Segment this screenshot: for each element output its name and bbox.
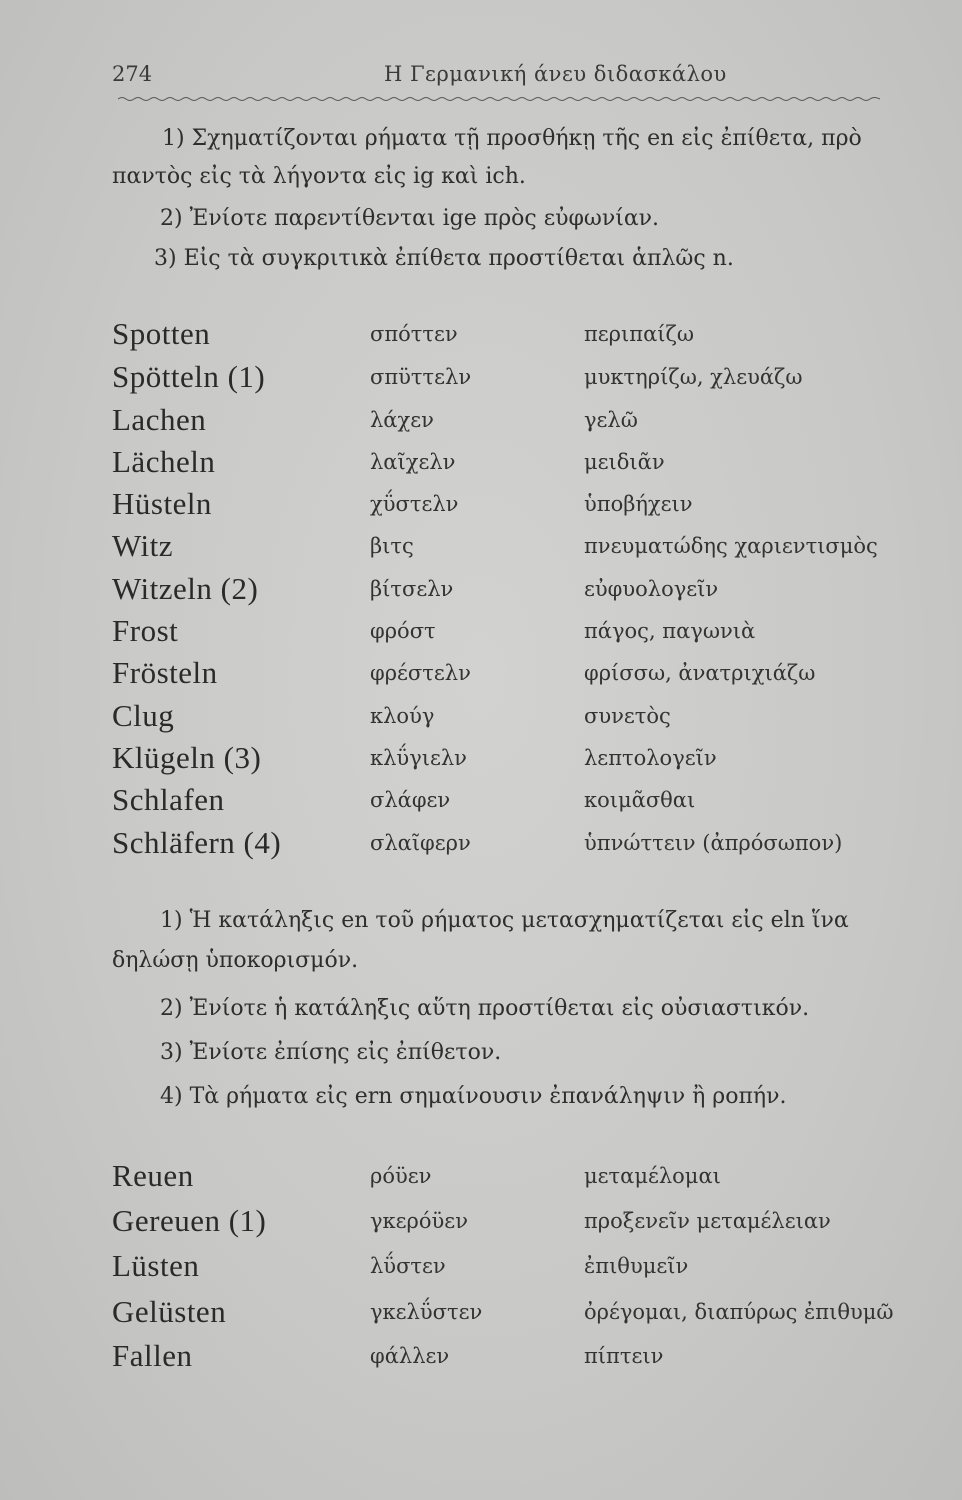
german-word: Lachen: [112, 402, 207, 437]
greek-meaning: γελῶ: [584, 408, 638, 432]
pronunciation: ρόϋεν: [370, 1164, 432, 1188]
pronunciation: λαῖχελν: [370, 450, 456, 474]
table-row: [112, 1158, 912, 1198]
table-row: [112, 825, 912, 865]
note-line: 1) Σχηματίζονται ρήματα τῇ προσθήκῃ τῆς en εἰς ἐπίθετα, πρὸ: [162, 126, 862, 151]
pronunciation: φρόστ: [370, 619, 436, 643]
german-word: Witzeln (2): [112, 571, 259, 606]
pronunciation: χΰστελν: [370, 492, 459, 516]
greek-meaning: συνετὸς: [584, 704, 671, 728]
pronunciation: γκερόϋεν: [370, 1209, 468, 1233]
table-row: [112, 1203, 912, 1243]
greek-meaning: ὀρέγομαι, διαπύρως ἐπιθυμῶ: [584, 1300, 894, 1324]
german-word: Gelüsten: [112, 1294, 227, 1329]
pronunciation: σλάφεν: [370, 788, 451, 812]
table-row: [112, 613, 912, 653]
german-word: Spotten: [112, 316, 211, 351]
page-header: [112, 62, 892, 96]
table-row: [112, 782, 912, 822]
german-word: Hüsteln: [112, 486, 212, 521]
table-row: [112, 359, 912, 399]
greek-meaning: ὑποβήχειν: [584, 492, 693, 516]
greek-meaning: εὐφυολογεῖν: [584, 577, 719, 601]
note-line: δηλώσῃ ὑποκορισμόν.: [112, 948, 359, 973]
table-row: [112, 740, 912, 780]
table-row: [112, 316, 912, 356]
german-word: Lüsten: [112, 1248, 200, 1283]
pronunciation: φάλλεν: [370, 1344, 450, 1368]
table-row: [112, 698, 912, 738]
running-title: Η Γερμανική άνευ διδασκάλου: [384, 62, 727, 86]
pronunciation: βιτς: [370, 534, 414, 558]
greek-meaning: μειδιᾶν: [584, 450, 665, 474]
note-line: 4) Τὰ ρήματα εἰς ern σημαίνουσιν ἐπανάληψιν ἢ ροπήν.: [160, 1084, 787, 1109]
table-row: [112, 1248, 912, 1288]
note-line: 2) Ἐνίοτε ἡ κατάληξις αὕτη προστίθεται εἰς οὐσιαστικόν.: [160, 996, 810, 1021]
note-line: 1) Ἡ κατάληξις en τοῦ ρήματος μετασχηματίζεται εἰς eln ἵνα: [160, 908, 849, 933]
table-row: [112, 528, 912, 568]
german-word: Schlafen: [112, 782, 225, 817]
greek-meaning: πνευματώδης χαριεντισμὸς: [584, 534, 878, 558]
german-word: Spötteln (1): [112, 359, 266, 394]
greek-meaning: μεταμέλομαι: [584, 1164, 721, 1188]
table-row: [112, 1294, 912, 1334]
page-number: 274: [112, 62, 153, 86]
german-word: Schläfern (4): [112, 825, 282, 860]
german-word: Klügeln (3): [112, 740, 262, 775]
pronunciation: σπϋττελν: [370, 365, 472, 389]
german-word: Frösteln: [112, 655, 218, 690]
german-word: Frost: [112, 613, 179, 648]
pronunciation: κλΰγιελν: [370, 746, 467, 770]
table-row: [112, 655, 912, 695]
german-word: Gereuen (1): [112, 1203, 267, 1238]
note-line: 3) Εἰς τὰ συγκριτικὰ ἐπίθετα προστίθεται ἁπλῶς n.: [154, 246, 734, 271]
pronunciation: γκελΰστεν: [370, 1300, 483, 1324]
pronunciation: λΰστεν: [370, 1254, 446, 1278]
table-row: [112, 402, 912, 442]
pronunciation: σλαῖφερν: [370, 831, 471, 855]
german-word: Reuen: [112, 1158, 194, 1193]
greek-meaning: μυκτηρίζω, χλευάζω: [584, 365, 803, 389]
table-row: [112, 1338, 912, 1378]
greek-meaning: προξενεῖν μεταμέλειαν: [584, 1209, 831, 1233]
table-row: [112, 571, 912, 611]
german-word: Clug: [112, 698, 175, 733]
greek-meaning: λεπτολογεῖν: [584, 746, 717, 770]
table-row: [112, 444, 912, 484]
table-row: [112, 486, 912, 526]
greek-meaning: κοιμᾶσθαι: [584, 788, 696, 812]
pronunciation: λάχεν: [370, 408, 434, 432]
greek-meaning: ἐπιθυμεῖν: [584, 1254, 689, 1278]
note-line: παντὸς εἰς τὰ λήγοντα εἰς ig καὶ ich.: [112, 164, 526, 189]
german-word: Lächeln: [112, 444, 216, 479]
pronunciation: βίτσελν: [370, 577, 454, 601]
german-word: Witz: [112, 528, 174, 563]
pronunciation: κλούγ: [370, 704, 435, 728]
greek-meaning: περιπαίζω: [584, 322, 694, 346]
note-line: 3) Ἐνίοτε ἐπίσης εἰς ἐπίθετον.: [160, 1040, 502, 1065]
pronunciation: σπόττεν: [370, 322, 458, 346]
greek-meaning: φρίσσω, ἀνατριχιάζω: [584, 661, 816, 685]
greek-meaning: πίπτειν: [584, 1344, 664, 1368]
german-word: Fallen: [112, 1338, 193, 1373]
wavy-header-rule: [118, 96, 880, 102]
greek-meaning: πάγος, παγωνιὰ: [584, 619, 756, 643]
pronunciation: φρέστελν: [370, 661, 471, 685]
note-line: 2) Ἐνίοτε παρεντίθενται ige πρὸς εὐφωνίαν.: [160, 206, 660, 231]
greek-meaning: ὑπνώττειν (ἀπρόσωπον): [584, 831, 843, 855]
